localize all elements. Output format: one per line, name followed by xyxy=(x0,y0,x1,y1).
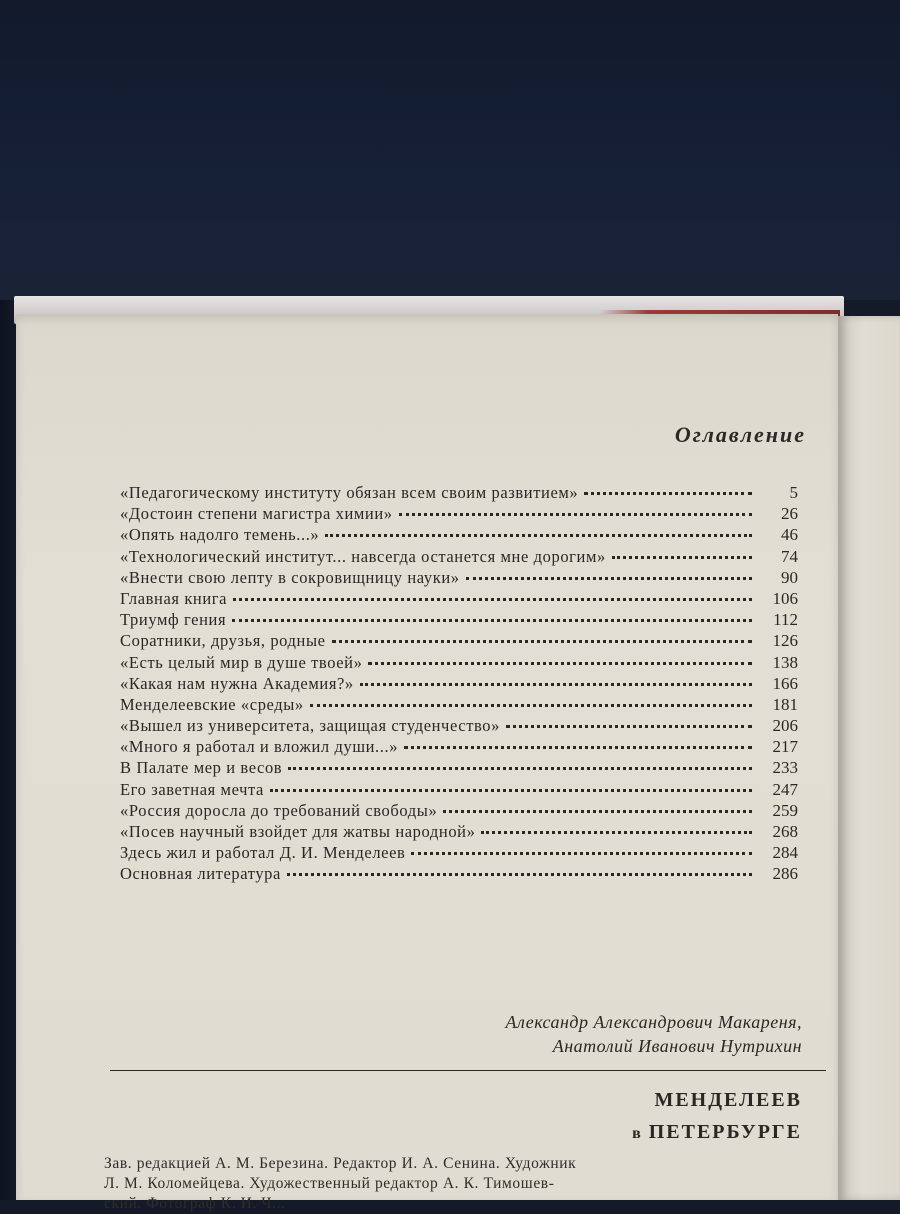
toc-entry-page: 286 xyxy=(772,864,798,884)
toc-leader-dots xyxy=(310,704,752,707)
toc-entry xyxy=(120,503,798,524)
toc-entry-page: 138 xyxy=(772,652,798,672)
toc-leader-dots xyxy=(404,746,752,749)
book-title-line-2 xyxy=(632,1116,802,1150)
toc-entry-page: 217 xyxy=(772,737,798,757)
author-line-2: Анатолий Иванович Нутрихин xyxy=(552,1036,802,1056)
toc-leader-dots xyxy=(481,831,752,834)
toc-heading: Оглавление xyxy=(674,422,806,447)
toc-entry xyxy=(120,524,798,545)
credits-line-1: Зав. редакцией А. М. Березина. Редактор И. А. Сенина. Художник xyxy=(104,1155,577,1172)
book-title-line-1: МЕНДЕЛЕЕВ xyxy=(654,1089,802,1111)
toc-entry xyxy=(120,800,798,821)
credits-line-2: Л. М. Коломейцева. Художественный редактор А. К. Тимошев- xyxy=(104,1175,555,1192)
toc-entry-page: 259 xyxy=(772,800,798,820)
toc-entry-title: «Посев научный взойдет для жатвы народной» xyxy=(120,822,476,841)
toc-entry-title: «Педагогическому институту обязан всем своим развитием» xyxy=(120,483,579,502)
toc-leader-dots xyxy=(288,767,752,770)
toc-entry-page: 106 xyxy=(772,588,798,608)
toc-entry-title: Его заветная мечта xyxy=(120,779,264,799)
toc-entry xyxy=(120,821,798,842)
toc-entry-title: «Есть целый мир в душе твоей» xyxy=(120,652,363,672)
toc-entry-page: 46 xyxy=(781,525,798,545)
toc-entry-title: «Россия доросла до требований свободы» xyxy=(120,800,438,820)
toc-entry-title: «Достоин степени магистра химии» xyxy=(120,504,393,524)
divider-rule xyxy=(110,1070,826,1071)
toc-entry-page: 166 xyxy=(772,673,798,693)
book-title-preposition: в xyxy=(632,1125,642,1142)
toc-entry xyxy=(120,567,798,588)
book-title-city: ПЕТЕРБУРГЕ xyxy=(648,1121,802,1143)
toc-entry-title: Здесь жил и работал Д. И. Менделеев xyxy=(120,843,406,863)
toc-leader-dots xyxy=(232,619,752,622)
toc-entry xyxy=(120,482,798,503)
author-line-1: Александр Александрович Макареня, xyxy=(505,1012,802,1032)
toc-entry-title: «Опять надолго темень...» xyxy=(120,525,320,545)
toc-leader-dots xyxy=(612,556,752,559)
toc-leader-dots xyxy=(584,492,752,495)
toc-entry-title: Главная книга xyxy=(120,588,228,608)
toc-leader-dots xyxy=(233,598,752,601)
toc-leader-dots xyxy=(411,852,752,855)
credits-line-3: ский. Фотограф К. И. Ч... xyxy=(104,1195,286,1212)
toc-entry-page: 268 xyxy=(772,822,798,841)
toc-entry-title: «Какая нам нужна Академия?» xyxy=(120,673,354,693)
facing-page xyxy=(838,316,900,1200)
toc-entry-title: Соратники, друзья, родные xyxy=(120,631,326,651)
toc-entry-title: В Палате мер и весов xyxy=(120,758,283,778)
toc-entry xyxy=(120,609,798,630)
table-of-contents xyxy=(120,482,798,885)
toc-leader-dots xyxy=(325,534,752,537)
toc-entry xyxy=(120,715,798,736)
toc-entry xyxy=(120,863,798,884)
toc-entry-page: 26 xyxy=(781,504,798,524)
toc-entry-page: 247 xyxy=(772,779,798,799)
toc-entry-title: Менделеевские «среды» xyxy=(120,694,304,714)
toc-leader-dots xyxy=(368,662,752,665)
toc-leader-dots xyxy=(332,640,752,643)
toc-leader-dots xyxy=(506,725,752,728)
toc-entry-title: «Внести свою лепту в сокровищницу науки» xyxy=(120,567,460,587)
dark-background xyxy=(0,0,900,300)
toc-entry-page: 181 xyxy=(772,694,798,714)
toc-entry xyxy=(120,736,798,757)
toc-leader-dots xyxy=(466,577,752,580)
toc-entry-title: «Вышел из университета, защищая студенчество» xyxy=(120,716,500,736)
book-title xyxy=(632,1084,802,1150)
toc-entry-page: 233 xyxy=(772,758,798,778)
toc-entry-page: 112 xyxy=(773,610,798,630)
toc-entry xyxy=(120,588,798,609)
contents-page xyxy=(16,314,838,1212)
toc-entry-title: «Много я работал и вложил души...» xyxy=(120,737,399,757)
toc-entry-title: Основная литература xyxy=(120,864,281,884)
imprint-credits xyxy=(104,1154,844,1214)
toc-entry-page: 126 xyxy=(772,631,798,651)
toc-entry xyxy=(120,694,798,715)
toc-entry-page: 90 xyxy=(781,567,798,587)
toc-entry-title: «Технологический институт... навсегда останется мне дорогим» xyxy=(120,546,606,566)
toc-entry xyxy=(120,757,798,778)
authors-block xyxy=(505,1010,802,1058)
toc-entry xyxy=(120,630,798,651)
toc-entry xyxy=(120,779,798,800)
toc-entry-page: 74 xyxy=(781,546,798,566)
toc-entry-page: 206 xyxy=(772,716,798,736)
toc-entry xyxy=(120,842,798,863)
toc-leader-dots xyxy=(270,789,752,792)
toc-entry xyxy=(120,652,798,673)
toc-leader-dots xyxy=(360,683,752,686)
toc-entry-page: 5 xyxy=(789,483,798,502)
toc-entry xyxy=(120,546,798,567)
toc-leader-dots xyxy=(399,513,752,516)
toc-entry xyxy=(120,673,798,694)
toc-entry-title: Триумф гения xyxy=(120,610,227,630)
toc-entry-page: 284 xyxy=(772,843,798,863)
toc-leader-dots xyxy=(443,810,752,813)
toc-leader-dots xyxy=(287,873,752,876)
